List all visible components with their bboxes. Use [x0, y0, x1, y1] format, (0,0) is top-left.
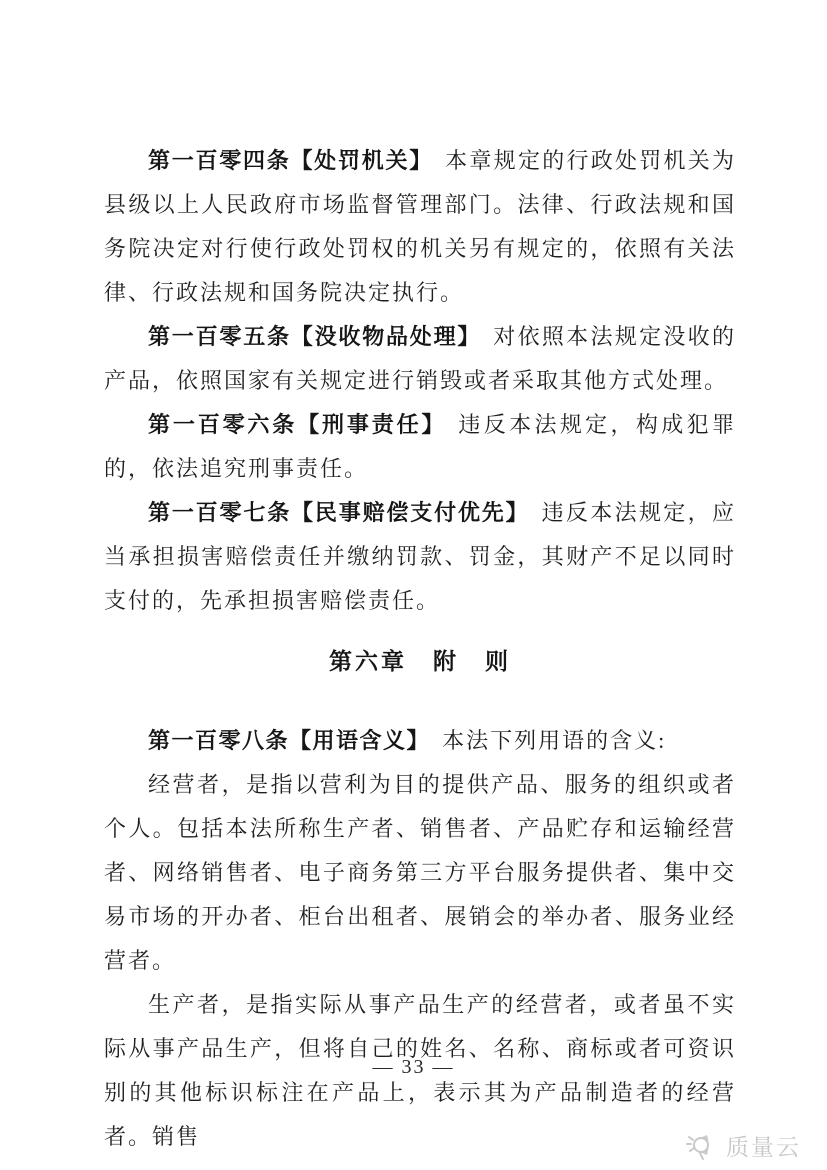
article-105-text: 对依照本法规定没收的产品，依照国家有关规定进行销毁或者采取其他方式处理。 [104, 324, 736, 393]
chapter-6-heading: 第六章 附 则 [329, 648, 511, 674]
watermark-label: 质量云 [726, 1134, 801, 1160]
definition-operator-paragraph [104, 763, 736, 983]
document-body [104, 0, 736, 1159]
article-104-paragraph [104, 139, 736, 315]
article-106-paragraph [104, 403, 736, 491]
article-105-paragraph [104, 315, 736, 403]
article-105-heading: 第一百零五条【没收物品处理】 [148, 324, 482, 349]
article-108-text: 本法下列用语的含义: [442, 728, 667, 753]
article-108-heading: 第一百零八条【用语含义】 [148, 728, 431, 753]
watermark [685, 1129, 801, 1162]
article-108-paragraph [104, 719, 736, 763]
article-106-heading: 第一百零六条【刑事责任】 [148, 412, 447, 437]
definition-operator-text: 经营者，是指以营利为目的提供产品、服务的组织或者个人。包括本法所称生产者、销售者、产品贮存和运输经营者、网络销售者、电子商务第三方平台服务提供者、集中交易市场的开办者、柜台出租者、展销会的举办者、服务业经营者。 [104, 772, 736, 973]
article-104-text: 本章规定的行政处罚机关为县级以上人民政府市场监督管理部门。法律、行政法规和国务院决定对行使行政处罚权的机关另有规定的，依照有关法律、行政法规和国务院决定执行。 [104, 148, 736, 305]
megaphone-icon [685, 1131, 719, 1161]
article-107-text: 违反本法规定，应当承担损害赔偿责任并缴纳罚款、罚金，其财产不足以同时支付的，先承担损害赔偿责任。 [104, 500, 736, 613]
article-107-paragraph [104, 491, 736, 623]
definition-producer-text: 生产者，是指实际从事产品生产的经营者，或者虽不实际从事产品生产，但将自己的姓名、名称、商标或者可资识别的其他标识标注在产品上，表示其为产品制造者的经营者。销售 [104, 992, 736, 1149]
page-number: — 33 — [372, 1056, 455, 1078]
article-107-heading: 第一百零七条【民事赔偿支付优先】 [148, 500, 530, 525]
article-104-heading: 第一百零四条【处罚机关】 [148, 148, 434, 173]
article-106-text: 违反本法规定，构成犯罪的，依法追究刑事责任。 [104, 412, 736, 481]
